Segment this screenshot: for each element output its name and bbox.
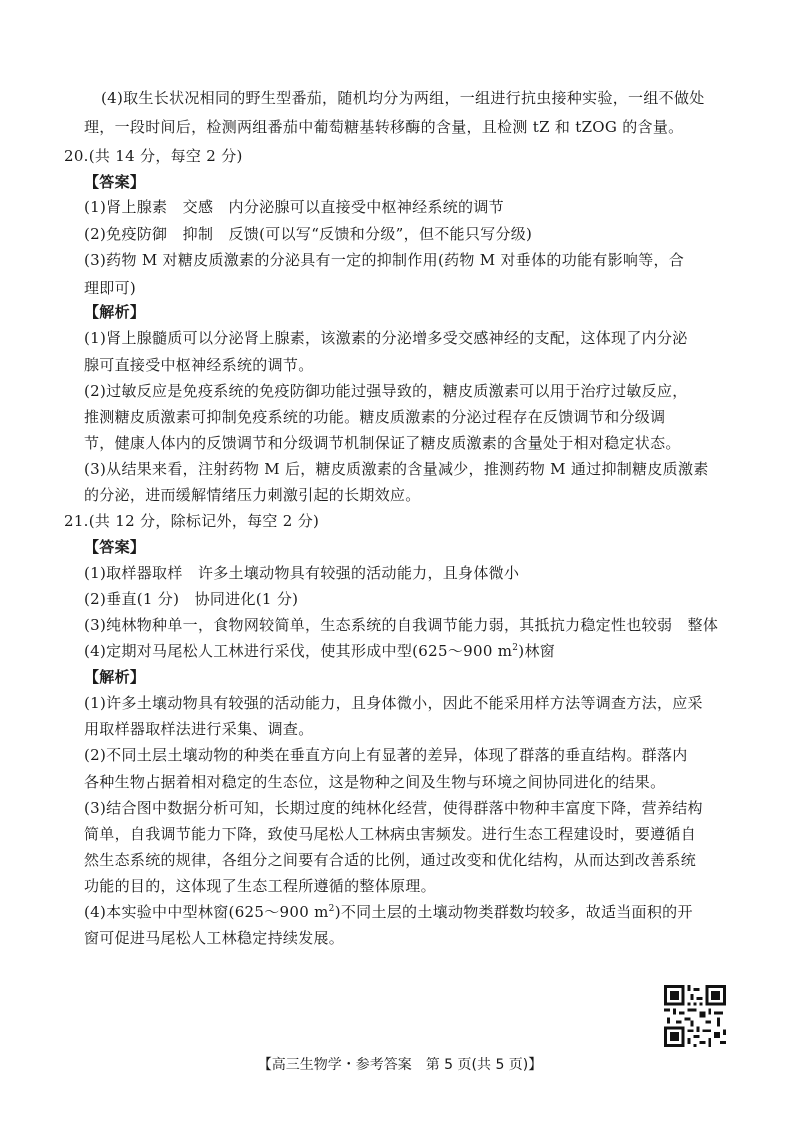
qr-code	[664, 985, 726, 1047]
q21-analysis-3: (2)不同土层土壤动物的种类在垂直方向上有显著的差异，体现了群落的垂直结构。群落内	[84, 746, 688, 764]
q21-answer-3: (3)纯林物种单一，食物网较简单，生态系统的自我调节能力弱，其抵抗力稳定性也较弱 整体	[84, 616, 719, 634]
q21-analysis-1: (1)许多土壤动物具有较强的活动能力，且身体微小，因此不能采用样方法等调查方法，应采	[84, 694, 703, 712]
q20-answer-2: (2)免疫防御 抑制 反馈(可以写“反馈和分级”，但不能只写分级)	[84, 225, 533, 243]
q21-analysis-4: 各种生物占据着相对稳定的生态位，这是物种之间及生物与环境之间协同进化的结果。	[84, 773, 666, 791]
q21-answer-4: (4)定期对马尾松人工林进行采伐，使其形成中型(625～900 $m^2$)林窗	[84, 642, 556, 660]
q21-analysis-label: 【解析】	[84, 668, 146, 686]
q21-analysis-7: 然生态系统的规律，各组分之间要有合适的比例，通过改变和优化结构，从而达到改善系统	[84, 851, 697, 869]
q21-answer-1: (1)取样器取样 许多土壤动物具有较强的活动能力，且身体微小	[84, 564, 520, 582]
q20-answer-label: 【答案】	[84, 173, 146, 191]
q21-analysis-6: 简单，自我调节能力下降，致使马尾松人工林病虫害频发。进行生态工程建设时，要遵循自	[84, 825, 697, 843]
q21-analysis-9: (4)本实验中中型林窗(625～900 $m^2$)不同土层的土壤动物类群数均较多，故适当面积的开	[84, 903, 693, 921]
q20-answer-3-cont: 理即可)	[84, 279, 137, 297]
q19-line-2: 理，一段时间后，检测两组番茄中葡萄糖基转移酶的含量，且检测 tZ 和 tZOG 的含量。	[84, 118, 684, 136]
q21-answer-label: 【答案】	[84, 538, 146, 556]
q20-analysis-label: 【解析】	[84, 303, 146, 321]
q21-answer-2: (2)垂直(1 分) 协同进化(1 分)	[84, 590, 299, 608]
page-footer: 【高三生物学・参考答案 第 5 页(共 5 页)】	[257, 1057, 543, 1073]
q21-analysis-5: (3)结合图中数据分析可知，长期过度的纯林化经营，使得群落中物种丰富度下降，营养结构	[84, 799, 703, 817]
superscript-2: 2	[512, 643, 519, 653]
q20-analysis-5: 节，健康人体内的反馈调节和分级调节机制保证了糖皮质激素的含量处于相对稳定状态。	[84, 434, 681, 452]
q20-analysis-4: 推测糖皮质激素可抑制免疫系统的功能。糖皮质激素的分泌过程存在反馈调节和分级调	[84, 408, 666, 426]
q19-line-1: (4)取生长状况相同的野生型番茄，随机均分为两组，一组进行抗虫接种实验，一组不做处	[101, 89, 705, 107]
q20-header: 20.(共 14 分，每空 2 分)	[64, 147, 243, 165]
q20-analysis-2: 腺可直接受中枢神经系统的调节。	[84, 356, 314, 374]
q21-analysis-10: 窗可促进马尾松人工林稳定持续发展。	[84, 929, 345, 947]
q20-answer-3: (3)药物 M 对糖皮质激素的分泌具有一定的抑制作用(药物 M 对垂体的功能有影响等，合	[84, 251, 685, 269]
q20-analysis-3: (2)过敏反应是免疫系统的免疫防御功能过强导致的，糖皮质激素可以用于治疗过敏反应，	[84, 382, 688, 400]
q20-analysis-6: (3)从结果来看，注射药物 M 后，糖皮质激素的含量减少，推测药物 M 通过抑制糖皮质激素	[84, 460, 709, 478]
q21-header: 21.(共 12 分，除标记外，每空 2 分)	[64, 512, 320, 530]
q20-answer-1: (1)肾上腺素 交感 内分泌腺可以直接受中枢神经系统的调节	[84, 198, 504, 216]
q21-analysis-8: 功能的目的，这体现了生态工程所遵循的整体原理。	[84, 877, 436, 895]
q21-analysis-2: 用取样器取样法进行采集、调查。	[84, 720, 314, 738]
q20-analysis-1: (1)肾上腺髓质可以分泌肾上腺素，该激素的分泌增多受交感神经的支配，这体现了内分泌	[84, 329, 688, 347]
q20-analysis-7: 的分泌，进而缓解情绪压力刺激引起的长期效应。	[84, 486, 421, 504]
superscript-2: 2	[328, 904, 335, 914]
